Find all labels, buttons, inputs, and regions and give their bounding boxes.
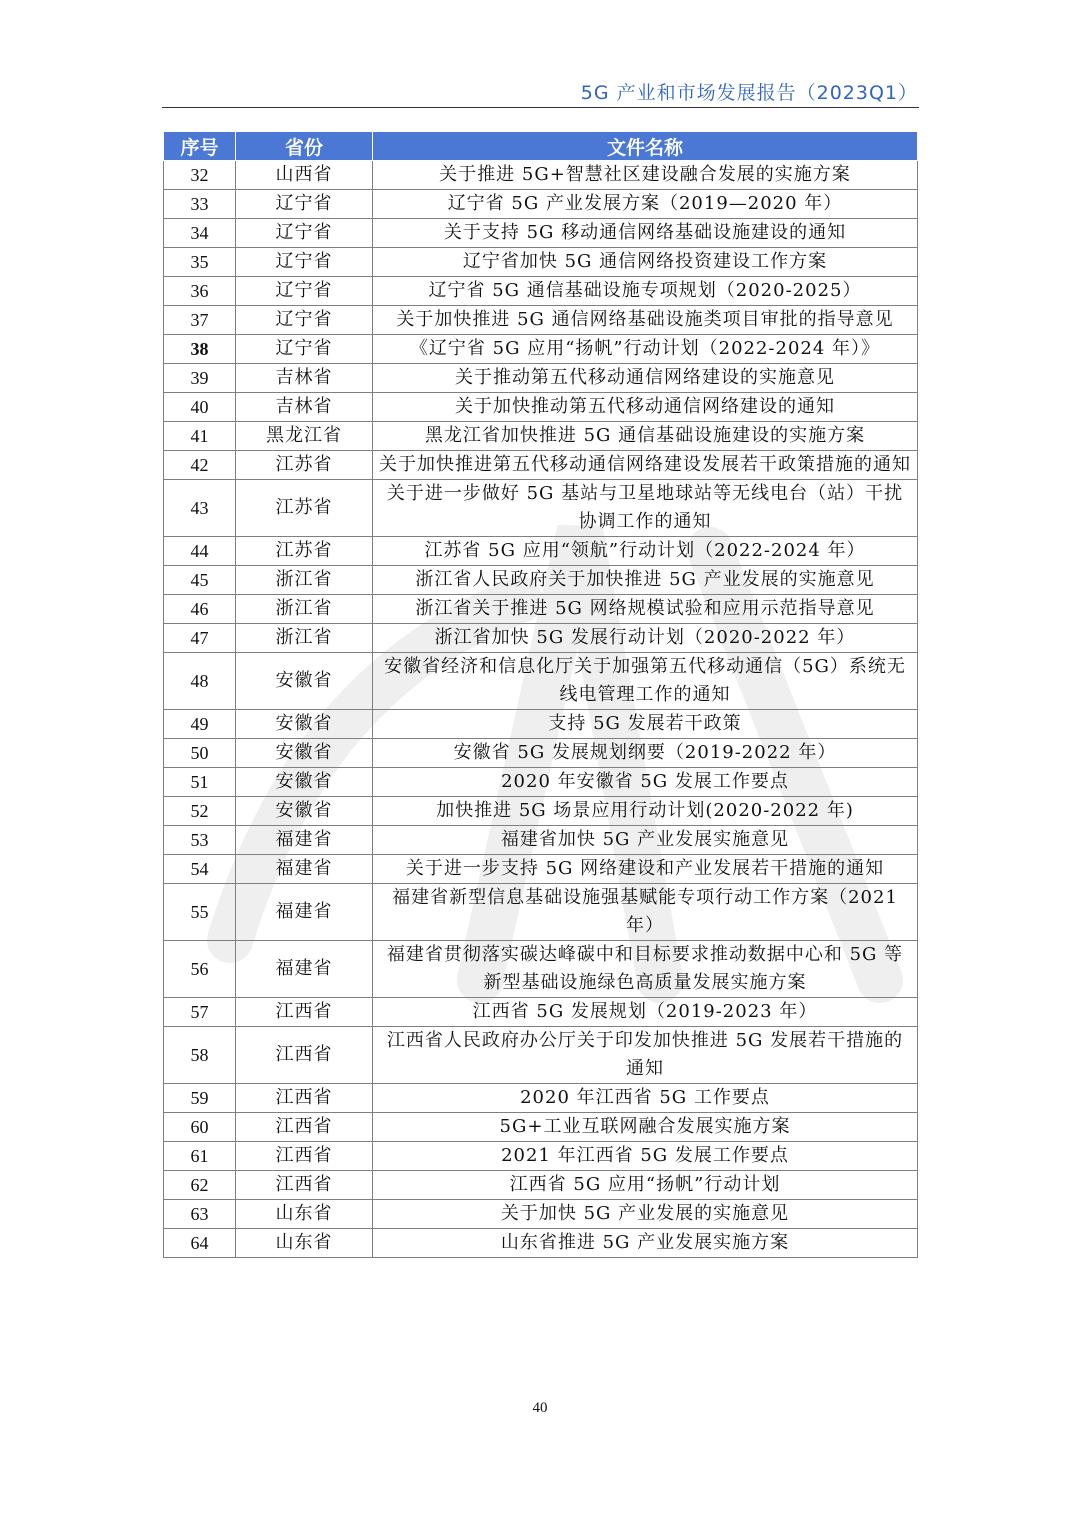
row-province-cell: 江苏省 [236, 451, 373, 480]
row-number-cell: 56 [164, 941, 236, 998]
table-row [164, 480, 918, 537]
table-row [164, 1200, 918, 1229]
row-file-name-cell: 关于推进 5G+智慧社区建设融合发展的实施方案 [373, 161, 918, 190]
row-file-name-cell: 《辽宁省 5G 应用“扬帆”行动计划（2022-2024 年）》 [373, 335, 918, 364]
row-number-cell: 61 [164, 1142, 236, 1171]
row-province-cell: 江西省 [236, 1171, 373, 1200]
table-row [164, 855, 918, 884]
table-row [164, 826, 918, 855]
row-file-name-cell: 关于加快推动第五代移动通信网络建设的通知 [373, 393, 918, 422]
table-row [164, 884, 918, 941]
table-header-row [164, 132, 918, 161]
row-file-name-cell: 辽宁省 5G 产业发展方案（2019—2020 年） [373, 190, 918, 219]
page-number: 40 [532, 1400, 548, 1416]
row-number-cell: 45 [164, 566, 236, 595]
row-province-cell: 安徽省 [236, 768, 373, 797]
row-number-cell: 34 [164, 219, 236, 248]
row-province-cell: 江西省 [236, 1084, 373, 1113]
row-number-cell: 46 [164, 595, 236, 624]
row-province-cell: 江苏省 [236, 537, 373, 566]
row-file-name-cell: 安徽省 5G 发展规划纲要（2019-2022 年） [373, 739, 918, 768]
row-number-cell: 47 [164, 624, 236, 653]
row-file-name-cell: 加快推进 5G 场景应用行动计划(2020-2022 年) [373, 797, 918, 826]
row-province-cell: 山西省 [236, 161, 373, 190]
table-row [164, 595, 918, 624]
row-number-cell: 42 [164, 451, 236, 480]
row-file-name-cell: 关于进一步支持 5G 网络建设和产业发展若干措施的通知 [373, 855, 918, 884]
row-province-cell: 山东省 [236, 1200, 373, 1229]
row-file-name-cell: 江西省 5G 发展规划（2019-2023 年） [373, 998, 918, 1027]
row-province-cell: 山东省 [236, 1229, 373, 1258]
row-province-cell: 安徽省 [236, 739, 373, 768]
table-row [164, 1142, 918, 1171]
row-province-cell: 浙江省 [236, 624, 373, 653]
row-number-cell: 38 [164, 335, 236, 364]
row-province-cell: 辽宁省 [236, 190, 373, 219]
row-number-cell: 33 [164, 190, 236, 219]
row-file-name-cell: 福建省新型信息基础设施强基赋能专项行动工作方案（2021 年） [373, 884, 918, 941]
row-number-cell: 64 [164, 1229, 236, 1258]
row-number-cell: 63 [164, 1200, 236, 1229]
row-file-name-cell: 江西省 5G 应用“扬帆”行动计划 [373, 1171, 918, 1200]
table-row [164, 710, 918, 739]
row-file-name-cell: 2020 年江西省 5G 工作要点 [373, 1084, 918, 1113]
row-number-cell: 48 [164, 653, 236, 710]
table-row [164, 1229, 918, 1258]
row-file-name-cell: 辽宁省加快 5G 通信网络投资建设工作方案 [373, 248, 918, 277]
table-row [164, 1171, 918, 1200]
row-file-name-cell: 关于支持 5G 移动通信网络基础设施建设的通知 [373, 219, 918, 248]
table-row [164, 393, 918, 422]
row-number-cell: 51 [164, 768, 236, 797]
table-row [164, 739, 918, 768]
row-province-cell: 吉林省 [236, 393, 373, 422]
row-number-cell: 62 [164, 1171, 236, 1200]
row-province-cell: 安徽省 [236, 653, 373, 710]
row-file-name-cell: 辽宁省 5G 通信基础设施专项规划（2020-2025） [373, 277, 918, 306]
table-row [164, 1113, 918, 1142]
row-province-cell: 江西省 [236, 998, 373, 1027]
column-header-number: 序号 [164, 132, 236, 161]
column-header-province: 省份 [236, 132, 373, 161]
row-province-cell: 安徽省 [236, 797, 373, 826]
row-file-name-cell: 关于进一步做好 5G 基站与卫星地球站等无线电台（站）干扰协调工作的通知 [373, 480, 918, 537]
row-province-cell: 黑龙江省 [236, 422, 373, 451]
row-province-cell: 福建省 [236, 855, 373, 884]
row-number-cell: 41 [164, 422, 236, 451]
row-number-cell: 55 [164, 884, 236, 941]
row-file-name-cell: 安徽省经济和信息化厅关于加强第五代移动通信（5G）系统无线电管理工作的通知 [373, 653, 918, 710]
table-row [164, 797, 918, 826]
row-number-cell: 58 [164, 1027, 236, 1084]
row-province-cell: 浙江省 [236, 595, 373, 624]
table-row [164, 768, 918, 797]
table-row [164, 306, 918, 335]
row-file-name-cell: 福建省贯彻落实碳达峰碳中和目标要求推动数据中心和 5G 等新型基础设施绿色高质量发展实施方案 [373, 941, 918, 998]
row-number-cell: 53 [164, 826, 236, 855]
table-row [164, 335, 918, 364]
row-file-name-cell: 关于推动第五代移动通信网络建设的实施意见 [373, 364, 918, 393]
table-row [164, 219, 918, 248]
row-province-cell: 安徽省 [236, 710, 373, 739]
row-number-cell: 49 [164, 710, 236, 739]
row-file-name-cell: 山东省推进 5G 产业发展实施方案 [373, 1229, 918, 1258]
row-file-name-cell: 江西省人民政府办公厅关于印发加快推进 5G 发展若干措施的通知 [373, 1027, 918, 1084]
provincial-5g-policy-table [163, 131, 918, 1258]
row-file-name-cell: 关于加快推进 5G 通信网络基础设施类项目审批的指导意见 [373, 306, 918, 335]
table-row [164, 1084, 918, 1113]
row-file-name-cell: 黑龙江省加快推进 5G 通信基础设施建设的实施方案 [373, 422, 918, 451]
row-province-cell: 福建省 [236, 826, 373, 855]
row-province-cell: 辽宁省 [236, 335, 373, 364]
row-number-cell: 52 [164, 797, 236, 826]
running-header-title: 5G 产业和市场发展报告（2023Q1） [580, 82, 918, 104]
row-file-name-cell: 支持 5G 发展若干政策 [373, 710, 918, 739]
row-number-cell: 59 [164, 1084, 236, 1113]
row-province-cell: 辽宁省 [236, 219, 373, 248]
row-file-name-cell: 2020 年安徽省 5G 发展工作要点 [373, 768, 918, 797]
table-row [164, 537, 918, 566]
row-number-cell: 44 [164, 537, 236, 566]
row-number-cell: 57 [164, 998, 236, 1027]
table-row [164, 248, 918, 277]
row-province-cell: 福建省 [236, 884, 373, 941]
row-province-cell: 浙江省 [236, 566, 373, 595]
row-province-cell: 江苏省 [236, 480, 373, 537]
row-province-cell: 辽宁省 [236, 277, 373, 306]
table-row [164, 566, 918, 595]
table-row [164, 998, 918, 1027]
row-file-name-cell: 浙江省加快 5G 发展行动计划（2020-2022 年） [373, 624, 918, 653]
row-number-cell: 43 [164, 480, 236, 537]
row-number-cell: 37 [164, 306, 236, 335]
row-province-cell: 吉林省 [236, 364, 373, 393]
row-number-cell: 54 [164, 855, 236, 884]
row-number-cell: 35 [164, 248, 236, 277]
table-row [164, 451, 918, 480]
row-file-name-cell: 江苏省 5G 应用“领航”行动计划（2022-2024 年） [373, 537, 918, 566]
table-row [164, 941, 918, 998]
row-file-name-cell: 2021 年江西省 5G 发展工作要点 [373, 1142, 918, 1171]
table-row [164, 653, 918, 710]
header-divider [162, 107, 919, 108]
row-file-name-cell: 关于加快 5G 产业发展的实施意见 [373, 1200, 918, 1229]
row-number-cell: 32 [164, 161, 236, 190]
row-number-cell: 50 [164, 739, 236, 768]
row-number-cell: 60 [164, 1113, 236, 1142]
row-province-cell: 辽宁省 [236, 248, 373, 277]
row-number-cell: 36 [164, 277, 236, 306]
row-number-cell: 39 [164, 364, 236, 393]
row-file-name-cell: 福建省加快 5G 产业发展实施意见 [373, 826, 918, 855]
row-file-name-cell: 浙江省关于推进 5G 网络规模试验和应用示范指导意见 [373, 595, 918, 624]
table-row [164, 190, 918, 219]
row-file-name-cell: 关于加快推进第五代移动通信网络建设发展若干政策措施的通知 [373, 451, 918, 480]
row-file-name-cell: 5G+工业互联网融合发展实施方案 [373, 1113, 918, 1142]
row-province-cell: 福建省 [236, 941, 373, 998]
row-province-cell: 江西省 [236, 1142, 373, 1171]
column-header-file-name: 文件名称 [373, 132, 918, 161]
row-province-cell: 江西省 [236, 1027, 373, 1084]
row-province-cell: 辽宁省 [236, 306, 373, 335]
row-province-cell: 江西省 [236, 1113, 373, 1142]
table-row [164, 364, 918, 393]
table-row [164, 624, 918, 653]
table-row [164, 1027, 918, 1084]
table-row [164, 277, 918, 306]
table-row [164, 422, 918, 451]
table-body [164, 161, 918, 1258]
table-row [164, 161, 918, 190]
row-file-name-cell: 浙江省人民政府关于加快推进 5G 产业发展的实施意见 [373, 566, 918, 595]
row-number-cell: 40 [164, 393, 236, 422]
